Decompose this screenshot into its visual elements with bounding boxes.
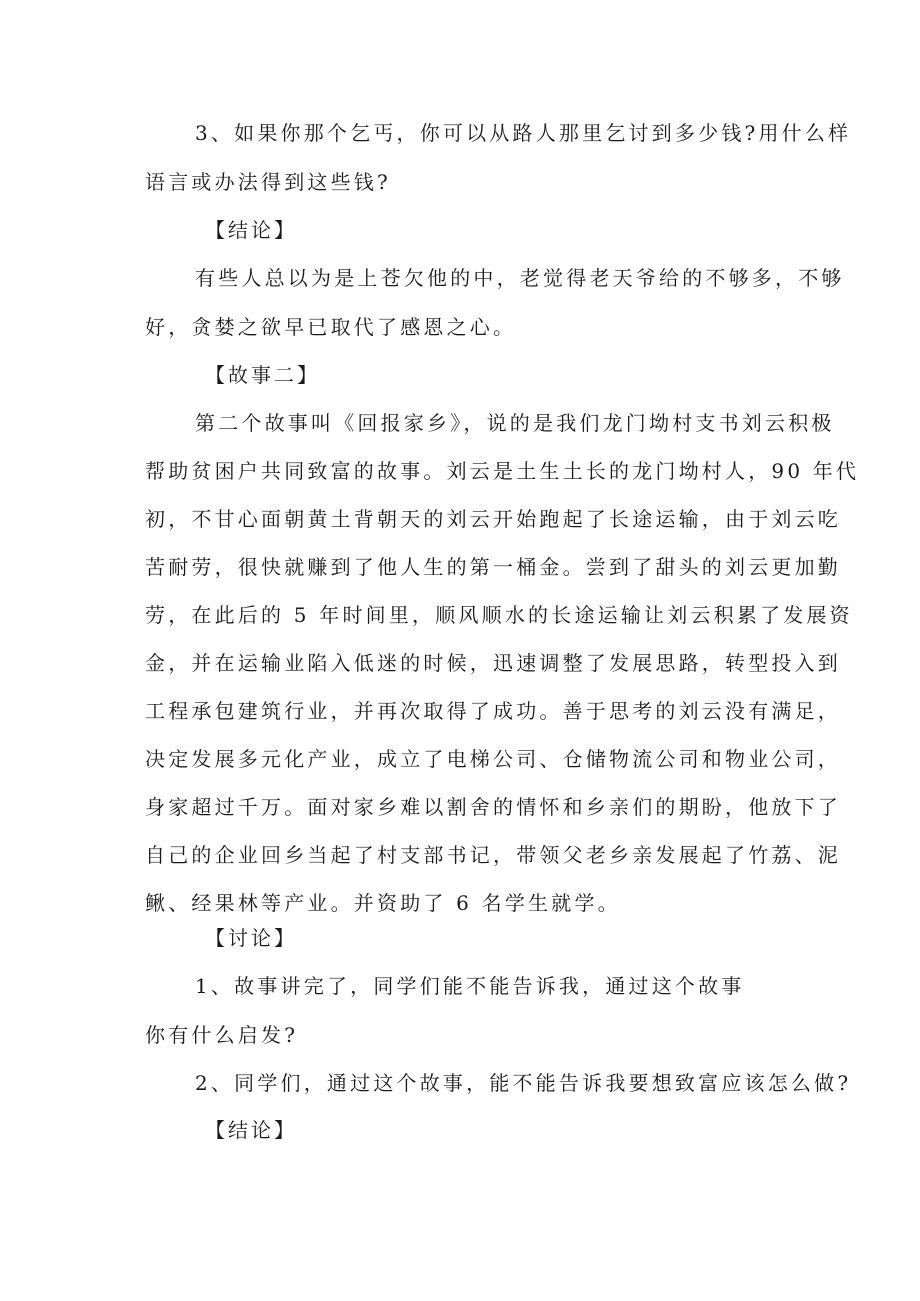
discussion-question-1-line-2: 你有什么启发?: [145, 1023, 299, 1047]
story-2-line: 鳅、经果林等产业。并资助了 6 名学生就学。: [145, 891, 621, 915]
story-2-line: 决定发展多元化产业，成立了电梯公司、仓储物流公司和物业公司，: [145, 747, 841, 771]
question-3-line-1: 3、如果你那个乞丐，你可以从路人那里乞讨到多少钱?用什么样: [195, 121, 852, 145]
story-2-line: 工程承包建筑行业，并再次取得了成功。善于思考的刘云没有满足，: [145, 699, 841, 723]
conclusion-2-heading: 【结论】: [205, 1118, 297, 1142]
story-2-line: 第二个故事叫《回报家乡》，说的是我们龙门坳村支书刘云积极: [195, 411, 835, 435]
story-2-line: 劳，在此后的 5 年时间里，顺风顺水的长途运输让刘云积累了发展资: [145, 603, 853, 627]
discussion-question-1-line-1: 1、故事讲完了，同学们能不能告诉我，通过这个故事: [195, 974, 745, 998]
story-2-line: 自己的企业回乡当起了村支部书记，带领父老乡亲发展起了竹荔、泥: [145, 843, 841, 867]
conclusion-1-line-1: 有些人总以为是上苍欠他的中，老觉得老天爷给的不够多，不够: [195, 266, 845, 290]
story-2-line: 帮助贫困户共同致富的故事。刘云是土生土长的龙门坳村人，90 年代: [145, 459, 860, 483]
story-2-heading: 【故事二】: [205, 363, 320, 387]
story-2-line: 苦耐劳，很快就赚到了他人生的第一桶金。尝到了甜头的刘云更加勤: [145, 555, 841, 579]
conclusion-heading: 【结论】: [205, 218, 297, 242]
story-2-line: 金，并在运输业陷入低迷的时候，迅速调整了发展思路，转型投入到: [145, 651, 841, 675]
story-2-line: 身家超过千万。面对家乡难以割舍的情怀和乡亲们的期盼，他放下了: [145, 795, 841, 819]
story-2-line: 初，不甘心面朝黄土背朝天的刘云开始跑起了长途运输，由于刘云吃: [145, 507, 841, 531]
conclusion-1-line-2: 好，贪婪之欲早已取代了感恩之心。: [145, 315, 517, 339]
discussion-question-2: 2、同学们，通过这个故事，能不能告诉我要想致富应该怎么做?: [195, 1071, 852, 1095]
discussion-heading: 【讨论】: [205, 926, 297, 950]
question-3-line-2: 语言或办法得到这些钱?: [145, 170, 391, 194]
